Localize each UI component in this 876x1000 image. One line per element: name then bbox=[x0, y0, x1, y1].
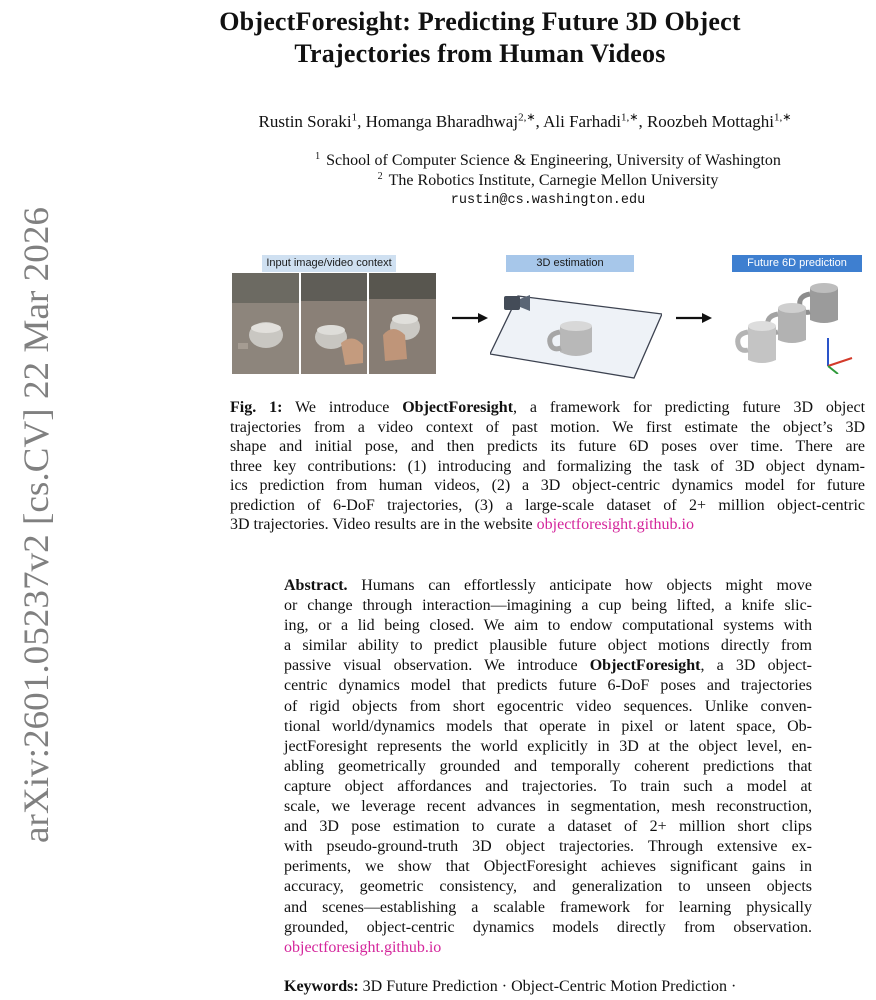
affiliation-mark: 2 bbox=[377, 170, 383, 182]
keywords bbox=[284, 977, 844, 997]
paper-title bbox=[180, 6, 780, 70]
abstract-line: tional world/dynamics models that operate in pixel or latent space, Ob- bbox=[284, 717, 812, 735]
input-context-label: Input image/video context bbox=[262, 255, 396, 272]
bold-term: ObjectForesight bbox=[589, 657, 701, 675]
abstract-line bbox=[284, 938, 812, 958]
title-line: ObjectForesight: Predicting Future 3D Object bbox=[219, 7, 741, 36]
abstract-line: passive visual observation. We introduce ObjectForesight, a 3D object- bbox=[284, 657, 813, 675]
abstract-line: grounded, object-centric dynamics models directly from observation. bbox=[284, 918, 812, 936]
author-name: Homanga Bharadhwaj bbox=[365, 112, 519, 131]
author-affiliation-mark: 1,∗ bbox=[621, 111, 639, 124]
keywords-label: Keywords: bbox=[284, 978, 359, 995]
affiliation-line bbox=[220, 151, 876, 171]
3d-estimation-label: 3D estimation bbox=[506, 255, 634, 272]
author-name: Rustin Soraki bbox=[258, 112, 352, 131]
abstract-line: and 3D pose estimation to curate a dataset of 2+ million short clips bbox=[284, 818, 812, 836]
affiliation-text: School of Computer Science & Engineering, University of Washington bbox=[326, 152, 781, 169]
future-prediction-label: Future 6D prediction bbox=[732, 255, 862, 272]
abstract-line: Abstract. Humans can effortlessly anticipate how objects might move bbox=[284, 577, 812, 594]
abstract-line: or change through interaction—imagining a cup being lifted, a knife slic- bbox=[284, 597, 812, 615]
caption-line: prediction of 6-DoF trajectories, (3) a large-scale dataset of 2+ million object-centric bbox=[230, 496, 865, 514]
abstract-line: centric dynamics model that predicts future 6-DoF poses and trajectories bbox=[284, 677, 812, 695]
arrow-right-icon bbox=[676, 312, 712, 324]
3d-estimation-scene bbox=[490, 280, 662, 380]
author-email: rustin@cs.washington.edu bbox=[450, 193, 646, 208]
arxiv-identifier bbox=[14, 205, 58, 845]
abstract-line: abling geometrically grounded and temporally coherent predictions that bbox=[284, 757, 812, 775]
video-frame-2 bbox=[301, 273, 368, 374]
camera-icon bbox=[504, 295, 530, 311]
author-separator: , bbox=[535, 112, 544, 131]
caption-line: three key contributions: (1) introducing and formalizing the task of 3D object dynam- bbox=[230, 457, 865, 475]
author-affiliation-mark: 2,∗ bbox=[518, 111, 536, 124]
caption-line: trajectories from a video context of past motion. We first estimate the object’s 3D bbox=[230, 418, 865, 436]
affiliation-mark: 1 bbox=[315, 150, 321, 162]
caption-line: Fig. 1: We introduce ObjectForesight, a framework for predicting future 3D object bbox=[230, 399, 866, 416]
title-line: Trajectories from Human Videos bbox=[294, 39, 666, 68]
abstract-line: accuracy, geometric consistency, and generalization to unseen objects bbox=[284, 878, 812, 896]
video-frame-1 bbox=[232, 273, 299, 374]
mug-shape bbox=[738, 321, 776, 363]
author-separator: , bbox=[638, 112, 647, 131]
abstract-line: of rigid objects from short egocentric video sequences. Unlike conven- bbox=[284, 697, 812, 715]
caption-line: ics prediction from human videos, (2) a 3D object-centric dynamics model for future bbox=[230, 477, 865, 494]
abstract-line: periments, we show that ObjectForesight achieves significant gains in bbox=[284, 858, 812, 876]
project-website-link[interactable]: objectforesight.github.io bbox=[536, 516, 694, 533]
arrow-right-icon bbox=[452, 312, 488, 324]
abstract bbox=[284, 576, 812, 958]
caption-label: Fig. 1: bbox=[230, 399, 283, 416]
author-list bbox=[180, 111, 870, 133]
affiliation-block bbox=[220, 151, 876, 211]
abstract-line: jectForesight represents the world explicitly in 3D at the object level, en- bbox=[284, 737, 812, 755]
author-name: Ali Farhadi bbox=[543, 112, 621, 131]
video-frame-3 bbox=[369, 273, 436, 374]
hand-shape bbox=[383, 329, 407, 361]
abstract-line: with pseudo-ground-truth 3D object trajectories. Through extensive ex- bbox=[284, 838, 812, 856]
future-pose-mugs bbox=[732, 278, 862, 374]
caption-line: shape and initial pose, and then predicts its future 6D poses over time. There are bbox=[230, 438, 865, 455]
abstract-line: ing, or a lid being closed. We aim to endow computational systems with bbox=[284, 617, 812, 635]
keywords-text: 3D Future Prediction · Object-Centric Motion Prediction · bbox=[358, 978, 737, 995]
hand-shape bbox=[341, 338, 363, 365]
abstract-line: and scenes—establishing a scalable framework for learning physically bbox=[284, 898, 812, 916]
abstract-line: capture object affordances and trajectories. To train such a model at bbox=[284, 777, 812, 795]
teaser-figure bbox=[232, 250, 872, 380]
arxiv-identifier-text: arXiv:2601.05237v2 [cs.CV] 22 Mar 2026 bbox=[16, 227, 56, 843]
affiliation-text: The Robotics Institute, Carnegie Mellon University bbox=[388, 172, 719, 189]
project-website-link[interactable]: objectforesight.github.io bbox=[284, 938, 442, 956]
figure-caption bbox=[230, 398, 865, 535]
author-affiliation-mark: 1,∗ bbox=[773, 111, 792, 124]
author-name: Roozbeh Mottaghi bbox=[646, 112, 774, 131]
author-separator: , bbox=[357, 112, 366, 131]
input-video-frames bbox=[232, 273, 436, 374]
caption-line: 3D trajectories. Video results are in the website objectforesight.github.io bbox=[230, 516, 694, 533]
affiliation-line bbox=[220, 171, 876, 191]
abstract-line: scale, we leverage recent advances in segmentation, mesh reconstruction, bbox=[284, 798, 812, 816]
author-affiliation-mark: 1 bbox=[351, 111, 358, 124]
bold-term: ObjectForesight bbox=[402, 399, 514, 416]
abstract-line: a similar ability to predict plausible future object motions directly from bbox=[284, 637, 812, 655]
abstract-label: Abstract. bbox=[284, 577, 348, 594]
coordinate-axes-icon bbox=[828, 338, 852, 374]
